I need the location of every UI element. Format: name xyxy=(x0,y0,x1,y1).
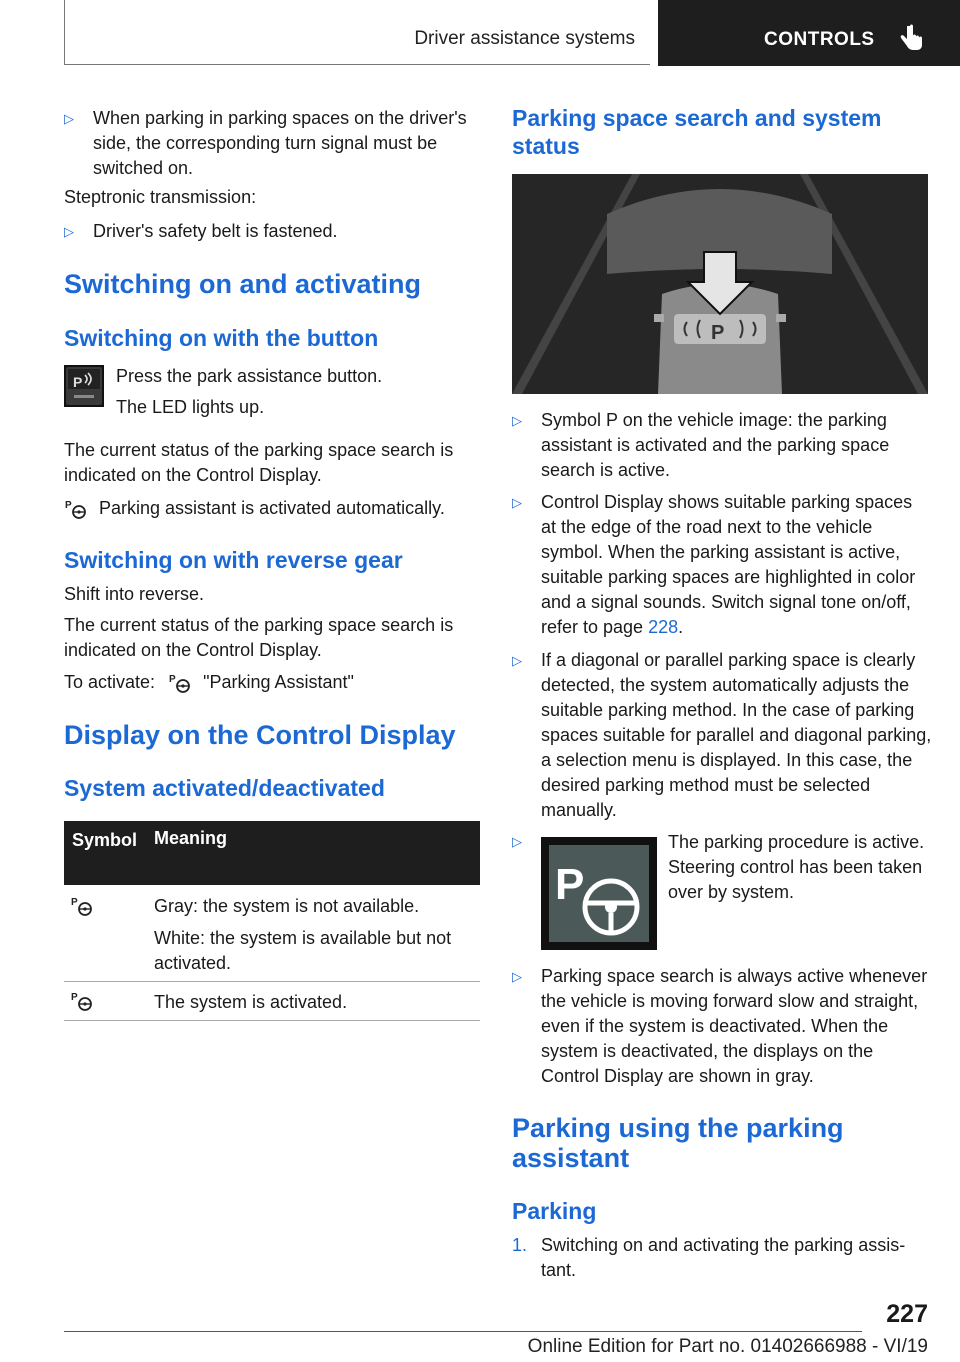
triangle-bullet-icon: ▷ xyxy=(512,413,522,428)
footer-rule xyxy=(64,1331,862,1332)
led-note: The LED lights up. xyxy=(116,397,265,417)
heading-parking-space-search: Parking space search and system status xyxy=(512,105,882,159)
heading-switch-button: Switching on with the button xyxy=(64,325,379,351)
steering-wheel-p-icon xyxy=(541,837,657,950)
svg-text:P: P xyxy=(169,674,176,686)
svg-text:P: P xyxy=(71,992,78,1003)
triangle-bullet-icon: ▷ xyxy=(512,969,522,984)
parking-assistant-gray-icon xyxy=(70,895,96,917)
header-rule-left xyxy=(64,0,65,64)
heading-switching-on: Switching on and activating xyxy=(64,269,422,299)
active-parking-procedure-icon xyxy=(541,837,657,950)
park-assist-button-image xyxy=(64,365,104,407)
heading-parking-using-assistant: Parking using the parking assistant xyxy=(512,1113,844,1173)
parking-assistant-icon xyxy=(168,672,194,694)
table-divider xyxy=(64,981,480,982)
table-header xyxy=(64,821,480,885)
pointing-hand-icon xyxy=(898,24,924,52)
header-rule-bottom xyxy=(64,64,650,65)
shift-instruction: Shift into reverse. xyxy=(64,584,205,604)
vehicle-display-illustration xyxy=(512,174,928,394)
activate-line: To activate: P "Parking Assistant" xyxy=(64,670,354,695)
park-assist-button-icon xyxy=(64,365,104,407)
triangle-bullet-icon: ▷ xyxy=(512,495,522,510)
row-meaning-white: White: the system is available but not activated. xyxy=(154,928,452,973)
heading-reverse-gear: Switching on with reverse gear xyxy=(64,547,403,573)
status-paragraph-2: The current status of the parking space search is indicated on the Control Display. xyxy=(64,615,454,660)
row-meaning-gray: Gray: the system is not available. xyxy=(154,896,420,916)
table-divider xyxy=(64,1020,480,1021)
auto-activate-line: P Parking assistant is activated automatically. xyxy=(64,496,445,521)
edition-note: Online Edition for Part no. 01402666988 - VI/19 xyxy=(527,1336,928,1357)
page-header xyxy=(0,0,960,66)
column-header-symbol: Symbol xyxy=(72,830,138,850)
triangle-bullet-icon: ▷ xyxy=(512,834,522,849)
parking-procedure-active-text: The parking procedure is active. Steering control has been taken over by system. xyxy=(668,832,925,902)
svg-text:P: P xyxy=(71,897,78,908)
step-number: 1. xyxy=(512,1235,528,1255)
svg-text:P: P xyxy=(555,860,585,909)
svg-text:P: P xyxy=(711,322,725,344)
svg-text:P: P xyxy=(65,500,72,512)
triangle-bullet-icon: ▷ xyxy=(512,653,522,668)
heading-display: Display on the Control Display xyxy=(64,720,456,750)
parking-assistant-active-icon xyxy=(70,990,96,1012)
triangle-bullet-icon: ▷ xyxy=(64,224,74,239)
heading-system-activated: System activated/deactivated xyxy=(64,775,385,801)
page-number: 227 xyxy=(886,1300,928,1328)
section-title: Driver assistance systems xyxy=(414,28,635,49)
chapter-title: CONTROLS xyxy=(764,29,875,50)
page-link[interactable]: 228 xyxy=(648,617,679,637)
chapter-tab xyxy=(658,0,960,66)
heading-parking: Parking xyxy=(512,1198,597,1224)
parking-assistant-icon xyxy=(64,498,90,520)
control-display-image xyxy=(512,174,928,394)
status-paragraph: The current status of the parking space search is indicated on the Control Display. xyxy=(64,440,454,485)
svg-text:P: P xyxy=(73,374,83,390)
steptronic-label: Steptronic transmission: xyxy=(64,187,257,207)
column-header-meaning: Meaning xyxy=(154,828,228,848)
row-meaning-activated: The system is activated. xyxy=(154,992,348,1012)
triangle-bullet-icon: ▷ xyxy=(64,111,74,126)
press-instruction: Press the park assistance button. xyxy=(116,366,383,386)
